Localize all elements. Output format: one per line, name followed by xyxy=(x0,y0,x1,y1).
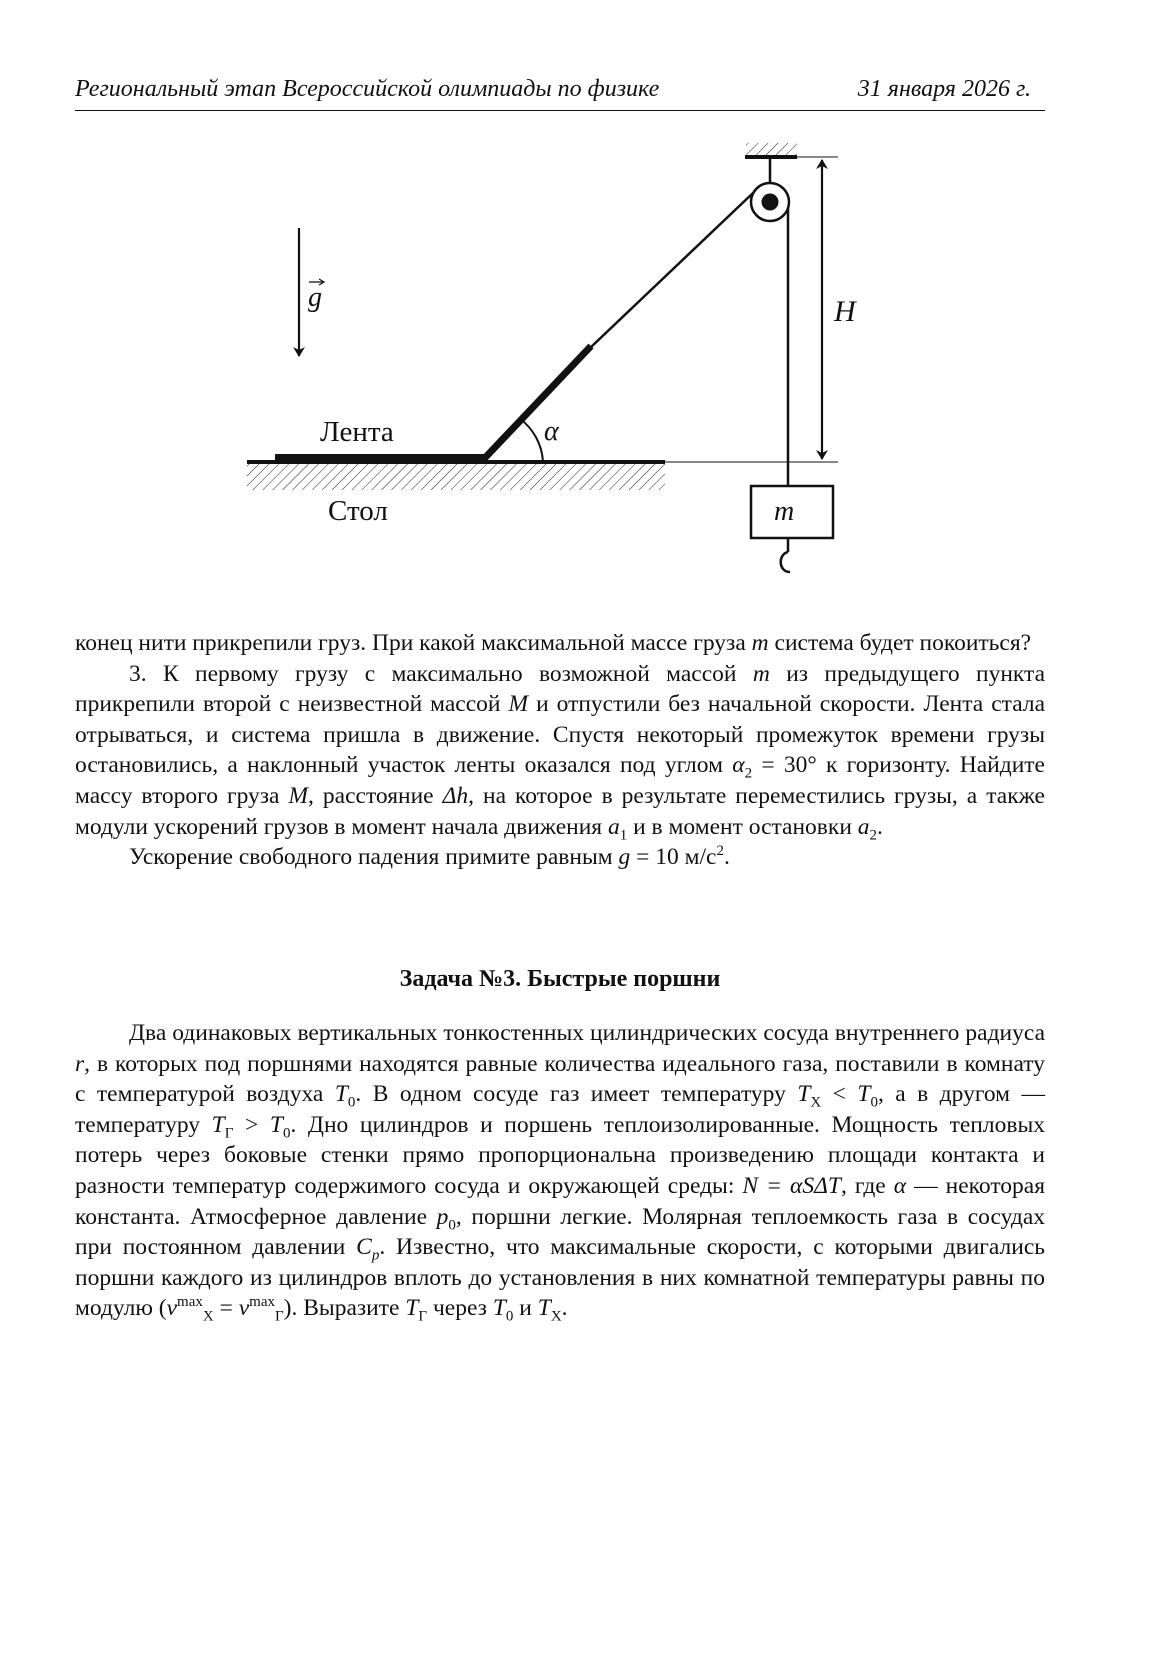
header-title: Региональный этап Всероссийской олимпиады по физике xyxy=(75,76,660,102)
physics-diagram xyxy=(0,120,1166,610)
table-label: Стол xyxy=(328,495,388,527)
page-header xyxy=(75,76,1045,111)
problem3-body: Два одинаковых вертикальных тонкостенных цилиндрических сосуда внутреннего радиуса r, в которых под поршнями находятся равные количества идеального газа, поставили в комнату с температурой воздуха $T_0$. В одном сосуде газ имеет температуру $T_Х < T_0$, а в другом — температуру $T_Г > T_0$. Дно цилиндров и поршень теплоизолированные. Мощность тепловых потерь через боковые стенки прямо пропорциональна произведению площади контакта и разности температур содержимого сосуда и окружающей среды: N = αSΔT, где α — некоторая константа. Атмосферное давление $p_0$, поршни легкие. Молярная теплоемкость газа в сосудах при постоянном давлении $C_p$. Известно, что максимальные скорости, с которыми двигались поршни каждого из цилиндров вплоть до установления в них комнатной температуры равны по модулю $(v^{max}_Х = v^{max}_Г)$. Выразите $T_Г$ через $T_0$ и $T_Х$. xyxy=(75,1020,1046,1326)
gravity-note: Ускорение свободного падения примите равным g = 10 $м/с^2$. xyxy=(129,843,730,871)
paragraph-continued: конец нити прикрепили груз. При какой максимальной массе груза m система будет покоиться? xyxy=(75,630,1032,656)
header-date: 31 января 2026 г. xyxy=(857,76,1031,102)
hook-icon xyxy=(781,552,790,572)
problem2-text xyxy=(75,628,1045,873)
pulley-icon xyxy=(751,183,789,221)
problem3-text xyxy=(75,1018,1045,1324)
gravity-label: g xyxy=(308,282,322,313)
angle-label: α xyxy=(544,416,559,447)
angle-arc xyxy=(519,418,543,462)
height-label: H xyxy=(834,295,856,328)
tape-label: Лента xyxy=(320,416,394,448)
mass-label: m xyxy=(774,496,795,527)
table-surface xyxy=(247,462,665,490)
rope-inclined xyxy=(590,193,753,348)
item-3: 3. К первому грузу с максимально возможной массой m из предыдущего пункта прикрепили второй с неизвестной массой M и отпустили без начальной скорости. Лента стала отрываться, и система пришла в движение. Спустя некоторый промежуток времени грузы остановились, а наклонный участок ленты оказался под углом $\alpha_2 = 30^\circ$ к горизонту. Найдите массу второго груза M, расстояние Δh, на которое в результате переместились грузы, а также модули ускорений грузов в момент начала движения $a_1$ и в момент остановки $a_2$. xyxy=(75,660,1045,844)
problem3-title: Задача №3. Быстрые поршни xyxy=(399,966,721,992)
